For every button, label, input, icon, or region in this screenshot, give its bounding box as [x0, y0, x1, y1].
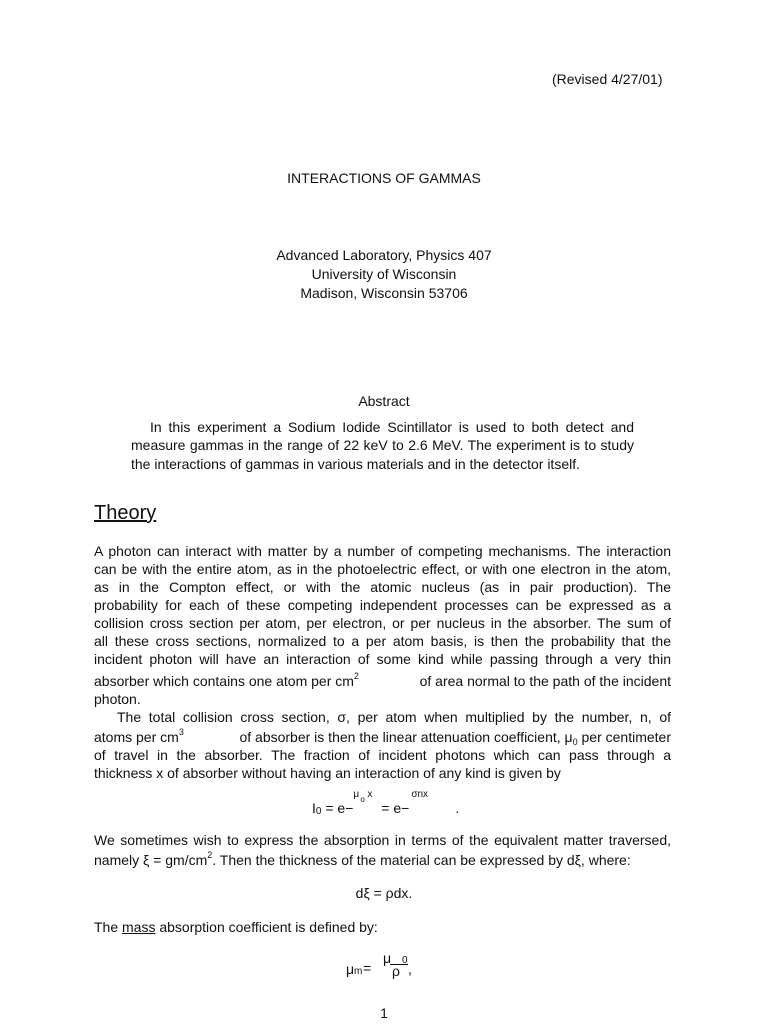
theory-p4: [94, 919, 378, 935]
eq1-x: x: [367, 789, 373, 800]
theory-p1-line-3: as in the Compton effect, or with the atomic nucleus (as in pair production). The: [94, 579, 671, 595]
affiliation-line-3: Madison, Wisconsin 53706: [300, 285, 468, 301]
absorption-text: absorption coefficient is defined by:: [155, 919, 378, 935]
theory-p2-line-3: of travel in the absorber. The fraction of incident photons which can pass through a: [94, 747, 671, 763]
superscript-3: 3: [178, 727, 184, 737]
theory-p2-line-2-b: [239, 729, 671, 745]
thickness-text: . Then the thickness of the material can be expressed by dξ, where:: [212, 852, 631, 868]
theory-p1-line-9: photon.: [94, 691, 141, 707]
affiliation-line-2: University of Wisconsin: [311, 266, 457, 282]
per-centimeter-text: per centimeter: [577, 729, 671, 745]
eq1-exponent-1: [353, 789, 377, 813]
xi-definition: namely ξ = gm/cm: [94, 852, 208, 868]
eq1-sigma-nx: σnx: [411, 789, 429, 800]
theory-p2-line-4: thickness x of absorber without having an interaction of any kind is given by: [94, 765, 561, 781]
eq1-mu: μ: [353, 789, 360, 800]
revision-date: (Revised 4/27/01): [552, 71, 663, 87]
equation-mass-coefficient: [346, 952, 426, 982]
theory-p1-line-8-end: of area normal to the path of the incident: [419, 673, 671, 689]
equation-dxi: dξ = ρdx.: [355, 885, 413, 901]
theory-p2-line-2-a: [94, 729, 184, 745]
eq3-mu: μ: [346, 961, 355, 977]
theory-p1-line-6: all these cross sections, normalized to a per atom basis, is then the probability that the: [94, 633, 671, 649]
theory-p1-line-8: [94, 673, 671, 689]
equation-attenuation: [312, 789, 460, 817]
abstract-heading: Abstract: [358, 393, 410, 409]
eq1-minus-1: −: [345, 800, 354, 816]
the-text: The: [94, 919, 123, 935]
abstract-line-1: In this experiment a Sodium Iodide Scintillator is used to both detect and: [150, 419, 634, 435]
eq3-numerator: μ: [383, 950, 392, 966]
eq1-mu-sub: o: [360, 795, 365, 804]
theory-heading: Theory: [94, 502, 157, 524]
theory-p2-line-1: The total collision cross section, σ, per atom when multiplied by the number, n, of: [117, 709, 671, 725]
atoms-per-text: atoms per cm: [94, 729, 179, 745]
page-number: 1: [380, 1005, 388, 1021]
theory-p1-line-7: incident photon will have an interaction of some kind while passing through a very thin: [94, 651, 671, 667]
abstract-line-3: the interactions of gammas in various materials and in the detector itself.: [131, 456, 580, 472]
eq1-equals-e-2: = e: [377, 800, 402, 816]
theory-p3-line-1: We sometimes wish to express the absorption in terms of the equivalent matter traversed,: [94, 832, 671, 848]
theory-p1-line-1: A photon can interact with matter by a number of competing mechanisms. The interaction: [94, 543, 671, 559]
eq1-lhs-sub: 0: [315, 806, 322, 817]
theory-p1-line-2: can be with the entire atom, as in the photoelectric effect, or with one electron in the atom,: [94, 561, 671, 577]
eq3-numerator-sub: 0: [402, 955, 408, 966]
superscript-2: 2: [353, 671, 359, 681]
eq3-denominator: ρ: [392, 963, 400, 979]
eq1-exponent-2: [409, 789, 439, 813]
theory-p1-line-8-start: [94, 673, 359, 689]
document-title: INTERACTIONS OF GAMMAS: [287, 170, 481, 186]
eq1-lhs: I: [312, 800, 316, 816]
theory-p1-line-5: collision cross section per atom, per electron, or per nucleus in the absorber. The sum of: [94, 615, 671, 631]
theory-p3-line-2: [94, 852, 631, 868]
eq3-comma: ,: [408, 961, 412, 977]
cm-text: absorber which contains one atom per cm: [94, 673, 354, 689]
theory-p2-line-2: [94, 729, 671, 745]
eq1-equals-e: = e: [321, 800, 346, 816]
theory-p1-line-4: probability for each of these competing independent processes can be expressed as a: [94, 597, 671, 613]
eq1-minus-2: −: [401, 800, 410, 816]
superscript-2b: 2: [207, 850, 213, 860]
coefficient-text: of absorber is then the linear attenuation coefficient, μ: [239, 729, 573, 745]
affiliation-line-1: Advanced Laboratory, Physics 407: [276, 247, 492, 263]
eq1-period: .: [455, 800, 460, 816]
abstract-line-2: measure gammas in the range of 22 keV to 2.6 MeV. The experiment is to study: [131, 437, 634, 453]
mass-underlined: mass: [122, 919, 156, 935]
eq3-equals: =: [363, 960, 372, 976]
eq3-mu-sub: m: [354, 966, 363, 977]
subscript-0: 0: [572, 737, 578, 747]
